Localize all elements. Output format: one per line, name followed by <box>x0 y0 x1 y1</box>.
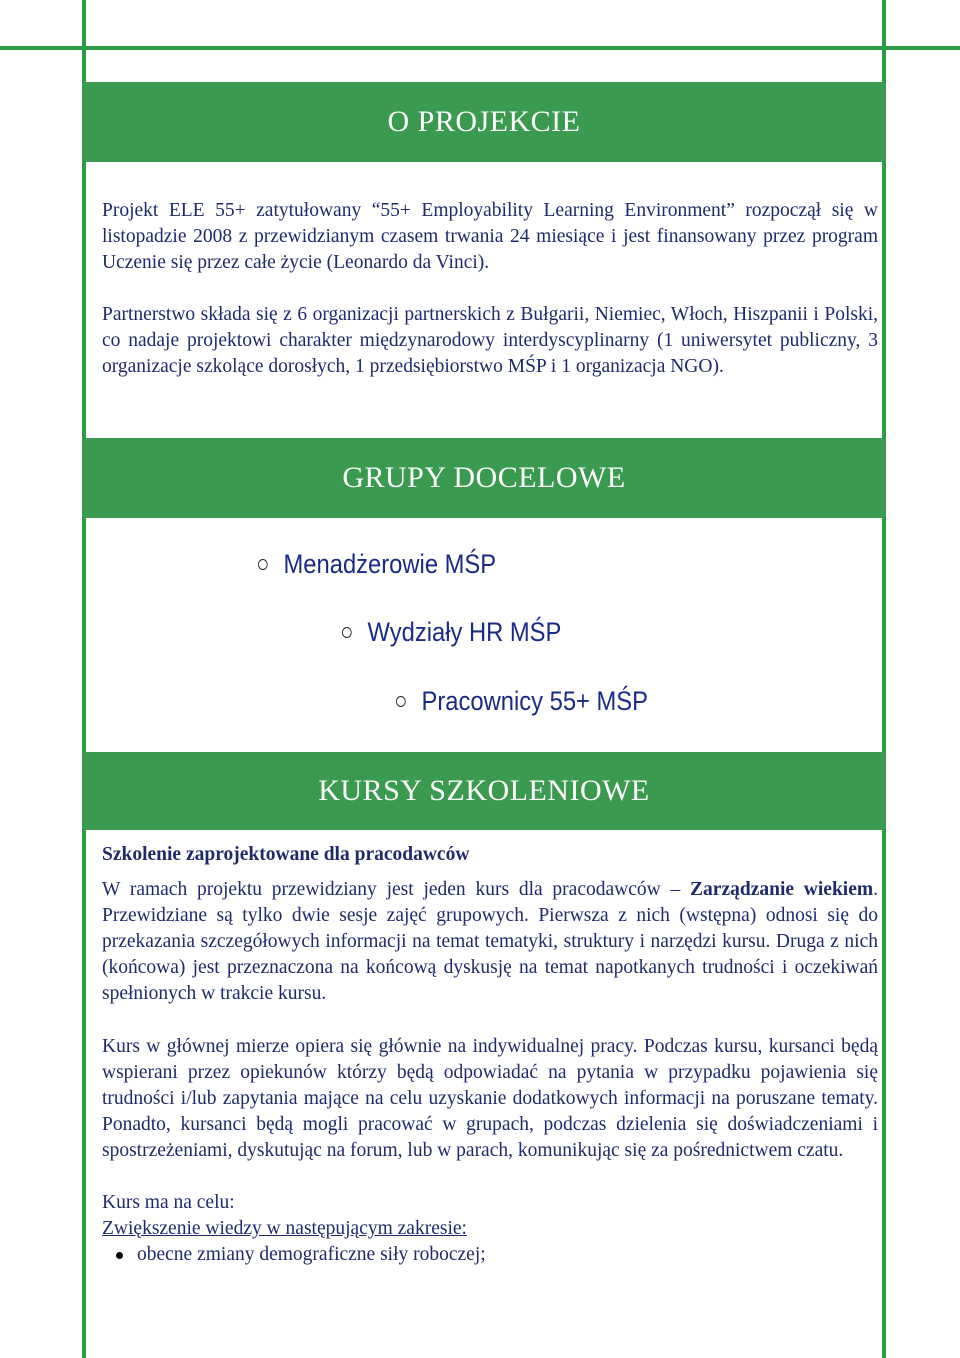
underlined-heading: Zwiększenie wiedzy w następującym zakresie: <box>102 1218 467 1239</box>
goal-bullet-item <box>100 1242 876 1268</box>
course-paragraph-2 <box>102 1034 878 1164</box>
partnership-paragraph <box>102 302 878 380</box>
left-border-line <box>82 0 86 1358</box>
right-border-line <box>882 0 886 1358</box>
target-group-item-1 <box>258 547 496 581</box>
target-group-label: Menadżerowie MŚP <box>283 548 497 579</box>
target-group-label: Wydziały HR MŚP <box>367 616 562 647</box>
section-title: O PROJEKCIE <box>387 105 581 138</box>
section-title: GRUPY DOCELOWE <box>342 461 626 494</box>
course-goal-line <box>102 1190 878 1216</box>
course-paragraph-1 <box>102 877 878 1007</box>
target-group-item-2 <box>342 615 561 649</box>
bullet-icon <box>342 627 352 638</box>
paragraph-text: W ramach projektu przewidziany jest jeden kurs dla pracodawców – <box>102 879 691 900</box>
bullet-text: obecne zmiany demograficzne siły roboczej; <box>137 1244 486 1265</box>
paragraph: Projekt ELE 55+ zatytułowany “55+ Employability Learning Environment” rozpoczął się w listopadzie 2008 z przewidzianym czasem trwania 24 miesiące i jest finansowany przez program Uczenie się przez całe życie (Leonardo da Vinci). <box>102 200 878 273</box>
bullet-icon <box>116 1252 123 1259</box>
target-group-item-3 <box>396 684 648 718</box>
project-intro-paragraph <box>102 198 878 276</box>
bullet-icon <box>258 559 268 570</box>
paragraph-text: . Przewidziane są tylko dwie sesje zajęć grupowych. Pierwsza z nich (wstępna) odnosi się do przekazania szczegółowych informacji na temat tematyki, struktury i narzędzi kursu. Druga z nich (końcowa) jest przeznaczona na końcową dyskusję na temat napotkanych trudności i oczekiwań spełnionych w trakcie kursu. <box>102 879 878 1004</box>
course-name: Zarządzanie wiekiem <box>690 879 874 900</box>
target-group-label: Pracownicy 55+ MŚP <box>421 685 648 716</box>
bullet-icon <box>396 696 406 707</box>
section-title: KURSY SZKOLENIOWE <box>318 774 650 807</box>
section-banner-grupy-docelowe <box>82 438 886 518</box>
subheading: Szkolenie zaprojektowane dla pracodawców <box>102 844 470 865</box>
section-banner-o-projekcie <box>82 82 886 162</box>
section-banner-kursy-szkoleniowe <box>82 752 886 830</box>
paragraph: Partnerstwo składa się z 6 organizacji partnerskich z Bułgarii, Niemiec, Włoch, Hiszpanii i Polski, co nadaje projektowi charakter międzynarodowy interdyscyplinarny (1 uniwersytet publiczny, 3 organizacje szkolące dorosłych, 1 przedsiębiorstwo MŚP i 1 organizacja NGO). <box>102 304 878 377</box>
goal-text: Kurs ma na celu: <box>102 1192 235 1213</box>
paragraph <box>102 877 878 1007</box>
top-border-line <box>0 46 960 50</box>
course-goal-underline <box>102 1216 878 1242</box>
paragraph: Kurs w głównej mierze opiera się głównie na indywidualnej pracy. Podczas kursu, kursanci będą wspierani przez opiekunów którzy będą odpowiadać na pytania w przypadku pojawienia się trudności i/lub zapytania mające na celu uzyskanie dodatkowych informacji na poruszane tematy. Ponadto, kursanci będą mogli pracować w grupach, podczas dzielenia się doświadczeniami i spostrzeżeniami, dyskutując na forum, lub w parach, komunikując się za pośrednictwem czatu. <box>102 1036 878 1161</box>
course-subheading <box>102 842 878 868</box>
